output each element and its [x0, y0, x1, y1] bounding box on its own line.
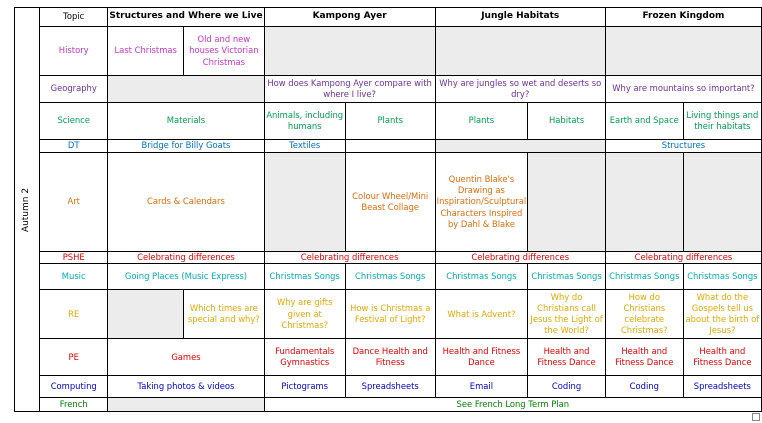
pshe-kampong: Celebrating differences	[264, 252, 435, 264]
art-row	[15, 153, 762, 252]
computing-structures: Taking photos & videos	[108, 376, 264, 398]
term-cell	[15, 8, 40, 412]
science-structures: Materials	[108, 103, 264, 140]
history-kampong-empty	[264, 27, 435, 76]
frozen-header: Frozen Kingdom	[605, 8, 761, 27]
pe-jungle-2: Health and Fitness Dance	[528, 339, 606, 376]
re-structures-empty	[108, 290, 184, 339]
art-frozen-empty-2	[683, 153, 761, 252]
music-jungle-2: Christmas Songs	[528, 264, 606, 290]
term-label: Autumn 2	[21, 187, 32, 232]
science-label: Science	[40, 103, 108, 140]
re-kampong-1: Why are gifts given at Christmas?	[264, 290, 345, 339]
curriculum-table	[14, 7, 762, 412]
art-structures: Cards & Calendars	[108, 153, 264, 252]
french-row	[15, 398, 762, 412]
art-frozen-empty-1	[605, 153, 683, 252]
pshe-row	[15, 252, 762, 264]
music-jungle-1: Christmas Songs	[435, 264, 528, 290]
geography-jungle: Why are jungles so wet and deserts so dry?	[435, 76, 605, 103]
dt-row	[15, 140, 762, 153]
french-plan: See French Long Term Plan	[264, 398, 761, 412]
dt-structures: Bridge for Billy Goats	[108, 140, 264, 153]
music-frozen-2: Christmas Songs	[683, 264, 761, 290]
art-jungle-empty	[528, 153, 606, 252]
pshe-structures: Celebrating differences	[108, 252, 264, 264]
geography-kampong: How does Kampong Ayer compare with where I live?	[264, 76, 435, 103]
art-jungle-1: Quentin Blake's Drawing as Inspiration/Sculptural Characters Inspired by Dahl & Blake	[435, 153, 528, 252]
music-label: Music	[40, 264, 108, 290]
science-jungle-1: Plants	[435, 103, 528, 140]
computing-row	[15, 376, 762, 398]
art-kampong-2: Colour Wheel/Mini Beast Collage	[345, 153, 435, 252]
music-kampong-1: Christmas Songs	[264, 264, 345, 290]
computing-frozen-1: Coding	[605, 376, 683, 398]
pe-frozen-2: Health and Fitness Dance	[683, 339, 761, 376]
re-row	[15, 290, 762, 339]
geography-row	[15, 76, 762, 103]
dt-frozen: Structures	[605, 140, 761, 153]
science-kampong-1: Animals, including humans	[264, 103, 345, 140]
history-structures-1: Last Christmas	[108, 27, 184, 76]
re-structures-2: Which times are special and why?	[184, 290, 265, 339]
science-jungle-2: Habitats	[528, 103, 606, 140]
kampong-header: Kampong Ayer	[264, 8, 435, 27]
pe-structures: Games	[108, 339, 264, 376]
pshe-jungle: Celebrating differences	[435, 252, 605, 264]
pshe-label: PSHE	[40, 252, 108, 264]
topic-header: Topic	[40, 8, 108, 27]
geography-structures-empty	[108, 76, 264, 103]
computing-kampong-2: Spreadsheets	[345, 376, 435, 398]
music-kampong-2: Christmas Songs	[345, 264, 435, 290]
pe-frozen-1: Health and Fitness Dance	[605, 339, 683, 376]
pe-row	[15, 339, 762, 376]
science-kampong-2: Plants	[345, 103, 435, 140]
re-jungle-1: What is Advent?	[435, 290, 528, 339]
computing-jungle-1: Email	[435, 376, 528, 398]
dt-kampong-empty	[345, 140, 435, 153]
re-label: RE	[40, 290, 108, 339]
header-row	[15, 8, 762, 27]
computing-kampong-1: Pictograms	[264, 376, 345, 398]
history-structures-2: Old and new houses Victorian Christmas	[184, 27, 265, 76]
music-structures: Going Places (Music Express)	[108, 264, 264, 290]
structures-header: Structures and Where we Live	[108, 8, 264, 27]
french-label: French	[40, 398, 108, 412]
jungle-header: Jungle Habitats	[435, 8, 605, 27]
dt-jungle-empty	[435, 140, 605, 153]
science-frozen-1: Earth and Space	[605, 103, 683, 140]
computing-jungle-2: Coding	[528, 376, 606, 398]
re-frozen-1: How do Christians celebrate Christmas?	[605, 290, 683, 339]
curriculum-plan	[14, 7, 762, 412]
history-jungle-empty	[435, 27, 605, 76]
geography-frozen: Why are mountains so important?	[605, 76, 761, 103]
french-structures-empty	[108, 398, 264, 412]
pshe-frozen: Celebrating differences	[605, 252, 761, 264]
re-kampong-2: How is Christmas a Festival of Light?	[345, 290, 435, 339]
music-row	[15, 264, 762, 290]
art-kampong-empty	[264, 153, 345, 252]
pe-label: PE	[40, 339, 108, 376]
pe-kampong-2: Dance Health and Fitness	[345, 339, 435, 376]
history-frozen-empty	[605, 27, 761, 76]
pe-jungle-1: Health and Fitness Dance	[435, 339, 528, 376]
dt-kampong: Textiles	[264, 140, 345, 153]
resize-handle[interactable]	[752, 413, 760, 421]
computing-frozen-2: Spreadsheets	[683, 376, 761, 398]
history-label: History	[40, 27, 108, 76]
art-label: Art	[40, 153, 108, 252]
music-frozen-1: Christmas Songs	[605, 264, 683, 290]
pe-kampong-1: Fundamentals Gymnastics	[264, 339, 345, 376]
computing-label: Computing	[40, 376, 108, 398]
geography-label: Geography	[40, 76, 108, 103]
re-jungle-2: Why do Christians call Jesus the Light of the World?	[528, 290, 606, 339]
science-row	[15, 103, 762, 140]
history-row	[15, 27, 762, 76]
dt-label: DT	[40, 140, 108, 153]
science-frozen-2: Living things and their habitats	[683, 103, 761, 140]
re-frozen-2: What do the Gospels tell us about the birth of Jesus?	[683, 290, 761, 339]
